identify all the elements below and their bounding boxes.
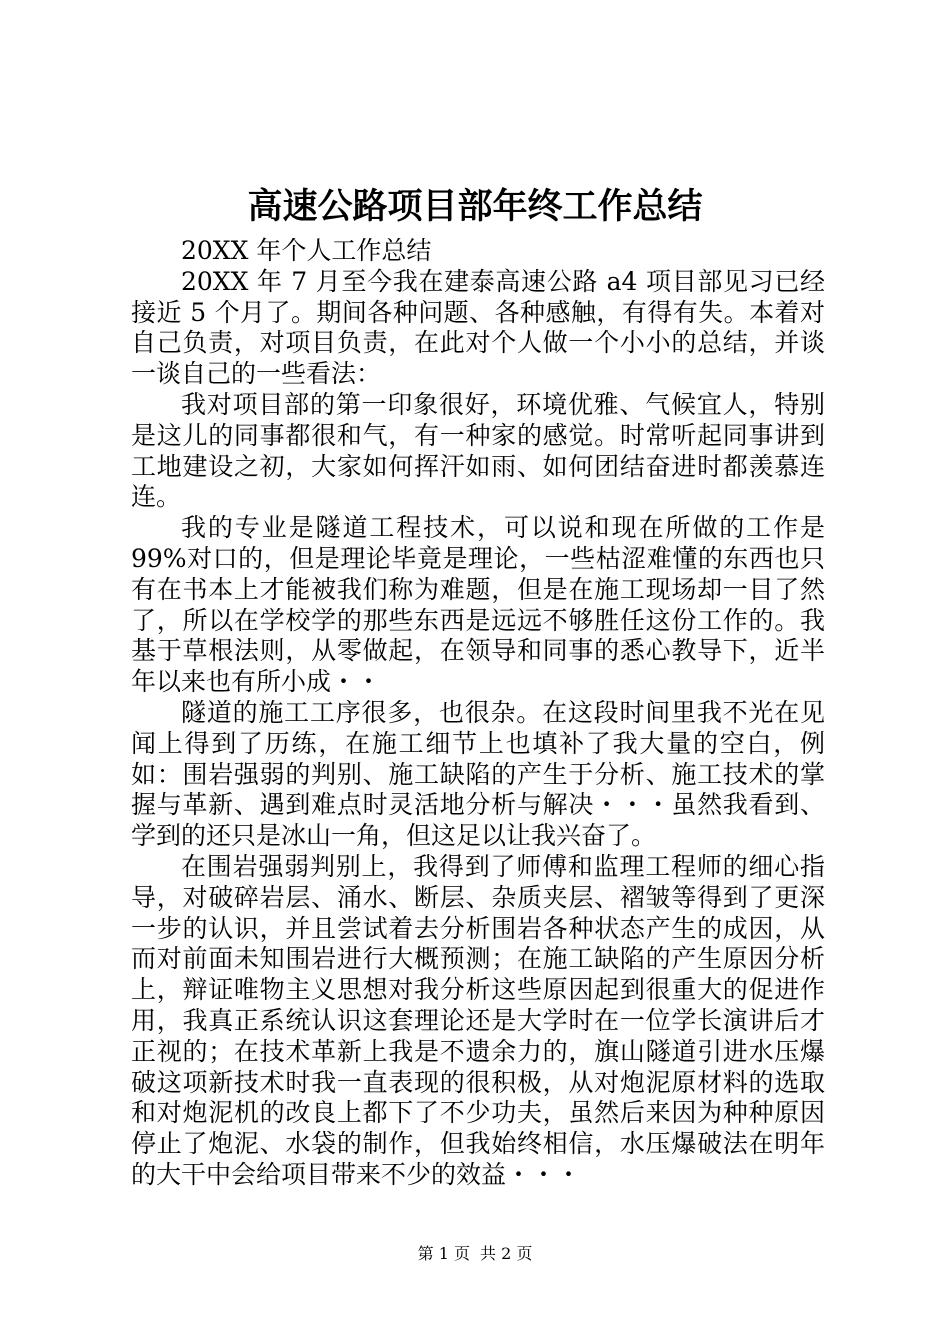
page-footer xyxy=(0,1242,950,1266)
paragraph-construction: 隧道的施工工序很多，也很杂。在这段时间里我不光在见闻上得到了历练，在施工细节上也填补了我大量的空白，例如：围岩强弱的判别、施工缺陷的产生于分析、施工技术的掌握与革新、遇到难点时灵活地分析与解决・・・虽然我看到、学到的还只是冰山一角，但这足以让我兴奋了。 xyxy=(131,697,825,851)
paragraph-major: 我的专业是隧道工程技术，可以说和现在所做的工作是 99%对口的，但是理论毕竟是理论，一些枯涩难懂的东西也只有在书本上才能被我们称为难题，但是在施工现场却一目了然了，所以在学校学的那些东西是远远不够胜任这份工作的。我基于草根法则，从零做起，在领导和同事的悉心教导下，近半年以来也有所小成・・ xyxy=(131,513,825,697)
paragraph-intro: 20XX 年 7 月至今我在建泰高速公路 a4 项目部见习已经接近 5 个月了。期间各种问题、各种感触，有得有失。本着对自己负责，对项目负责，在此对个人做一个小小的总结，并谈一谈自己的一些看法： xyxy=(131,266,825,389)
document-title: 高速公路项目部年终工作总结 xyxy=(247,186,703,227)
paragraph-rock-analysis: 在围岩强弱判别上，我得到了师傅和监理工程师的细心指导，对破碎岩层、涌水、断层、杂质夹层、褶皱等得到了更深一步的认识，并且尝试着去分析围岩各种状态产生的成因，从而对前面未知围岩进行大概预测；在施工缺陷的产生原因分析上，辩证唯物主义思想对我分析这些原因起到很重大的促进作用，我真正系统认识这套理论还是大学时在一位学长演讲后才正视的；在技术革新上我是不遗余力的，旗山隧道引进水压爆破这项新技术时我一直表现的很积极，从对炮泥原材料的选取和对炮泥机的改良上都下了不少功夫，虽然后来因为种种原因停止了炮泥、水袋的制作，但我始终相信，水压爆破法在明年的大干中会给项目带来不少的效益・・・ xyxy=(131,851,825,1189)
document-body xyxy=(131,236,825,1191)
page-number-current: 第 1 页 xyxy=(417,1244,470,1263)
paragraph-subtitle: 20XX 年个人工作总结 xyxy=(181,236,432,265)
paragraph-impression: 我对项目部的第一印象很好，环境优雅、气候宜人，特别是这儿的同事都很和气，有一种家的感觉。时常听起同事讲到工地建设之初，大家如何挥汗如雨、如何团结奋进时都羡慕连连。 xyxy=(131,389,825,512)
page-number-total: 共 2 页 xyxy=(480,1244,533,1263)
